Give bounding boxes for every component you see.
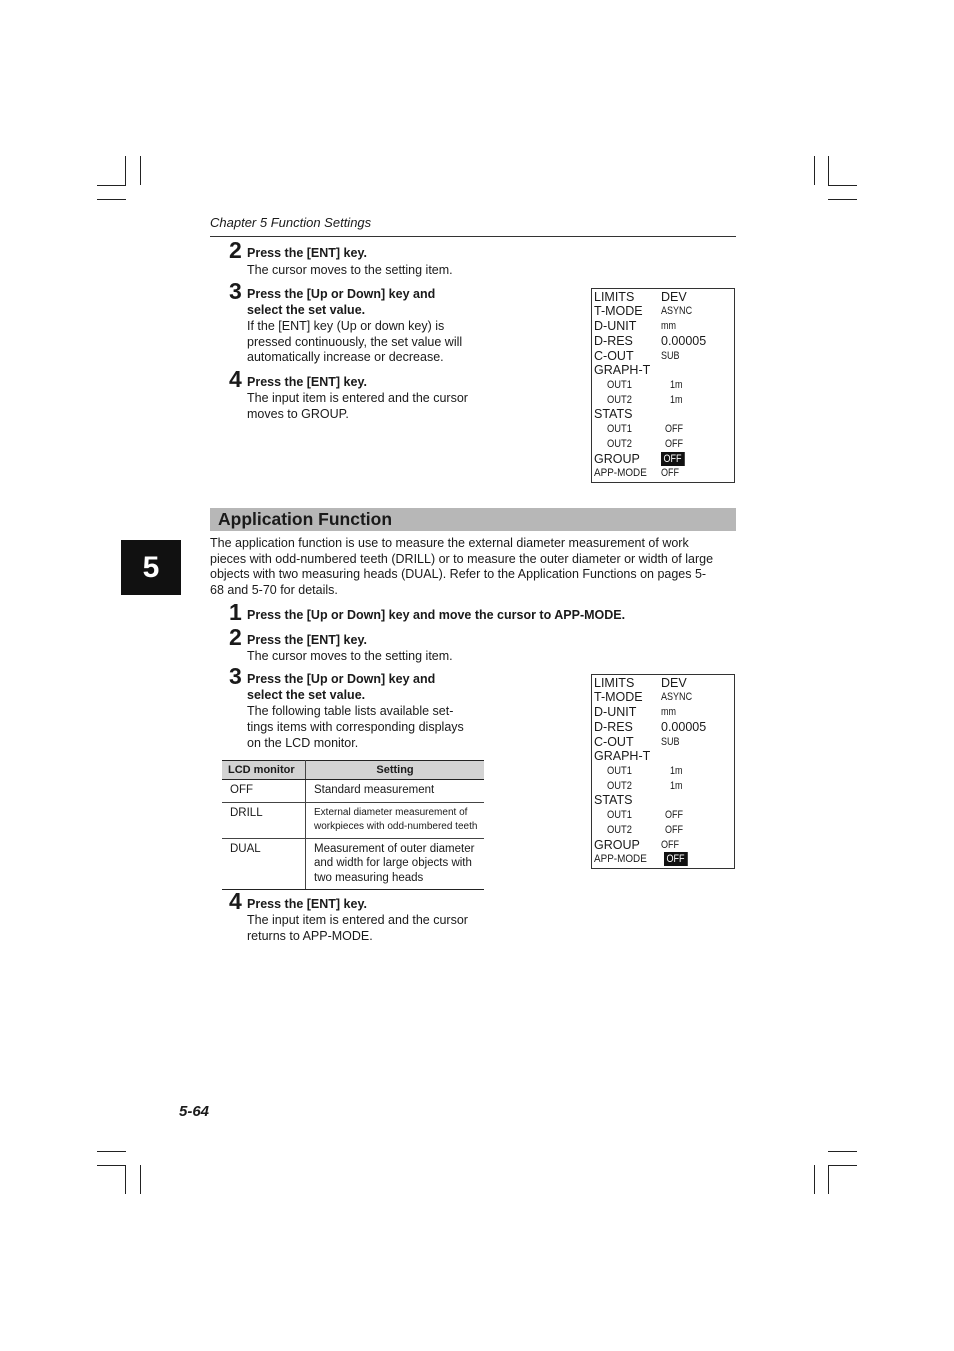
step-title-line: Press the [Up or Down] key and	[247, 287, 436, 301]
step-body-line: The following table lists available set-	[247, 704, 454, 718]
step-number: 4	[229, 888, 242, 914]
settings-table	[222, 760, 484, 890]
step-body-line: on the LCD monitor.	[247, 736, 359, 750]
step-number: 3	[229, 278, 242, 304]
column-header: Setting	[306, 761, 485, 780]
step-body-line: The input item is entered and the cursor	[247, 391, 468, 405]
table-row	[222, 802, 484, 838]
step-body-line: If the [ENT] key (Up or down key) is	[247, 319, 445, 333]
intro-line: objects with two measuring heads (DUAL). Refer to the Application Functions on pages 5-	[210, 567, 707, 582]
table-cell-setting: External diameter measurement of workpieces with odd-numbered teeth	[306, 802, 485, 838]
step-title: Press the [ENT] key.	[247, 633, 367, 647]
table-header-row	[222, 761, 484, 780]
step-body-line: The input item is entered and the cursor	[247, 913, 468, 927]
step-body-line: returns to APP-MODE.	[247, 929, 373, 943]
step-title: Press the [ENT] key.	[247, 246, 367, 260]
step-title: Press the [Up or Down] key and move the cursor to APP-MODE.	[247, 608, 626, 622]
table-row	[222, 838, 484, 890]
step-body-line: tings items with corresponding displays	[247, 720, 464, 734]
step-title: Press the [ENT] key.	[247, 897, 367, 911]
intro-line: pieces with odd-numbered teeth (DRILL) or to measure the outer diameter or width of large	[210, 551, 714, 566]
step-number: 2	[229, 624, 242, 650]
header-rule	[210, 236, 736, 237]
step-title-line: select the set value.	[247, 303, 366, 317]
table-row	[222, 780, 484, 803]
lcd-display-app-mode: LIMITS DEV T-MODE ASYNC D-UNIT mm D-RES 0.00005 C-OUT SUB GRAPH-T OUT1 1m OUT2 1m STATS OUT1 OFF OUT2 OFF GROUP OFF APP-MODE OFF	[591, 674, 735, 869]
lcd-cursor: OFF	[664, 852, 688, 866]
section-title: Application Function	[218, 509, 393, 529]
lcd-cursor: OFF	[661, 452, 685, 466]
step-body-line: moves to GROUP.	[247, 407, 349, 421]
step-body-line: The cursor moves to the setting item.	[247, 263, 453, 277]
step-title-line: select the set value.	[247, 688, 366, 702]
chapter-tab: 5	[121, 540, 181, 595]
step-number: 3	[229, 663, 242, 689]
intro-paragraph	[210, 536, 740, 598]
step-title-line: Press the [Up or Down] key and	[247, 672, 436, 686]
table-cell-lcd: DRILL	[222, 802, 306, 838]
step-number: 1	[229, 599, 242, 625]
step-body-line: The cursor moves to the setting item.	[247, 649, 453, 663]
table-cell-setting: Measurement of outer diameter and width for large objects with two measuring heads	[306, 838, 485, 890]
step-body-line: automatically increase or decrease.	[247, 350, 444, 364]
table-cell-setting: Standard measurement	[306, 780, 485, 803]
step-body-line: pressed continuously, the set value will	[247, 335, 463, 349]
page-number: 5-64	[179, 1103, 210, 1120]
table-cell-lcd: OFF	[222, 780, 306, 803]
column-header: LCD monitor	[222, 761, 306, 780]
intro-line: 68 and 5-70 for details.	[210, 582, 338, 597]
chapter-header: Chapter 5 Function Settings	[210, 215, 372, 230]
step-number: 2	[229, 237, 242, 263]
lcd-display-group: LIMITS DEV T-MODE ASYNC D-UNIT mm D-RES 0.00005 C-OUT SUB GRAPH-T OUT1 1m OUT2 1m STATS OUT1 OFF OUT2 OFF GROUP OFF APP-MODE OFF	[591, 288, 735, 483]
table-cell-lcd: DUAL	[222, 838, 306, 890]
intro-line: The application function is use to measure the external diameter measurement of work	[210, 536, 689, 550]
step-number: 4	[229, 366, 242, 392]
step-title: Press the [ENT] key.	[247, 375, 367, 389]
